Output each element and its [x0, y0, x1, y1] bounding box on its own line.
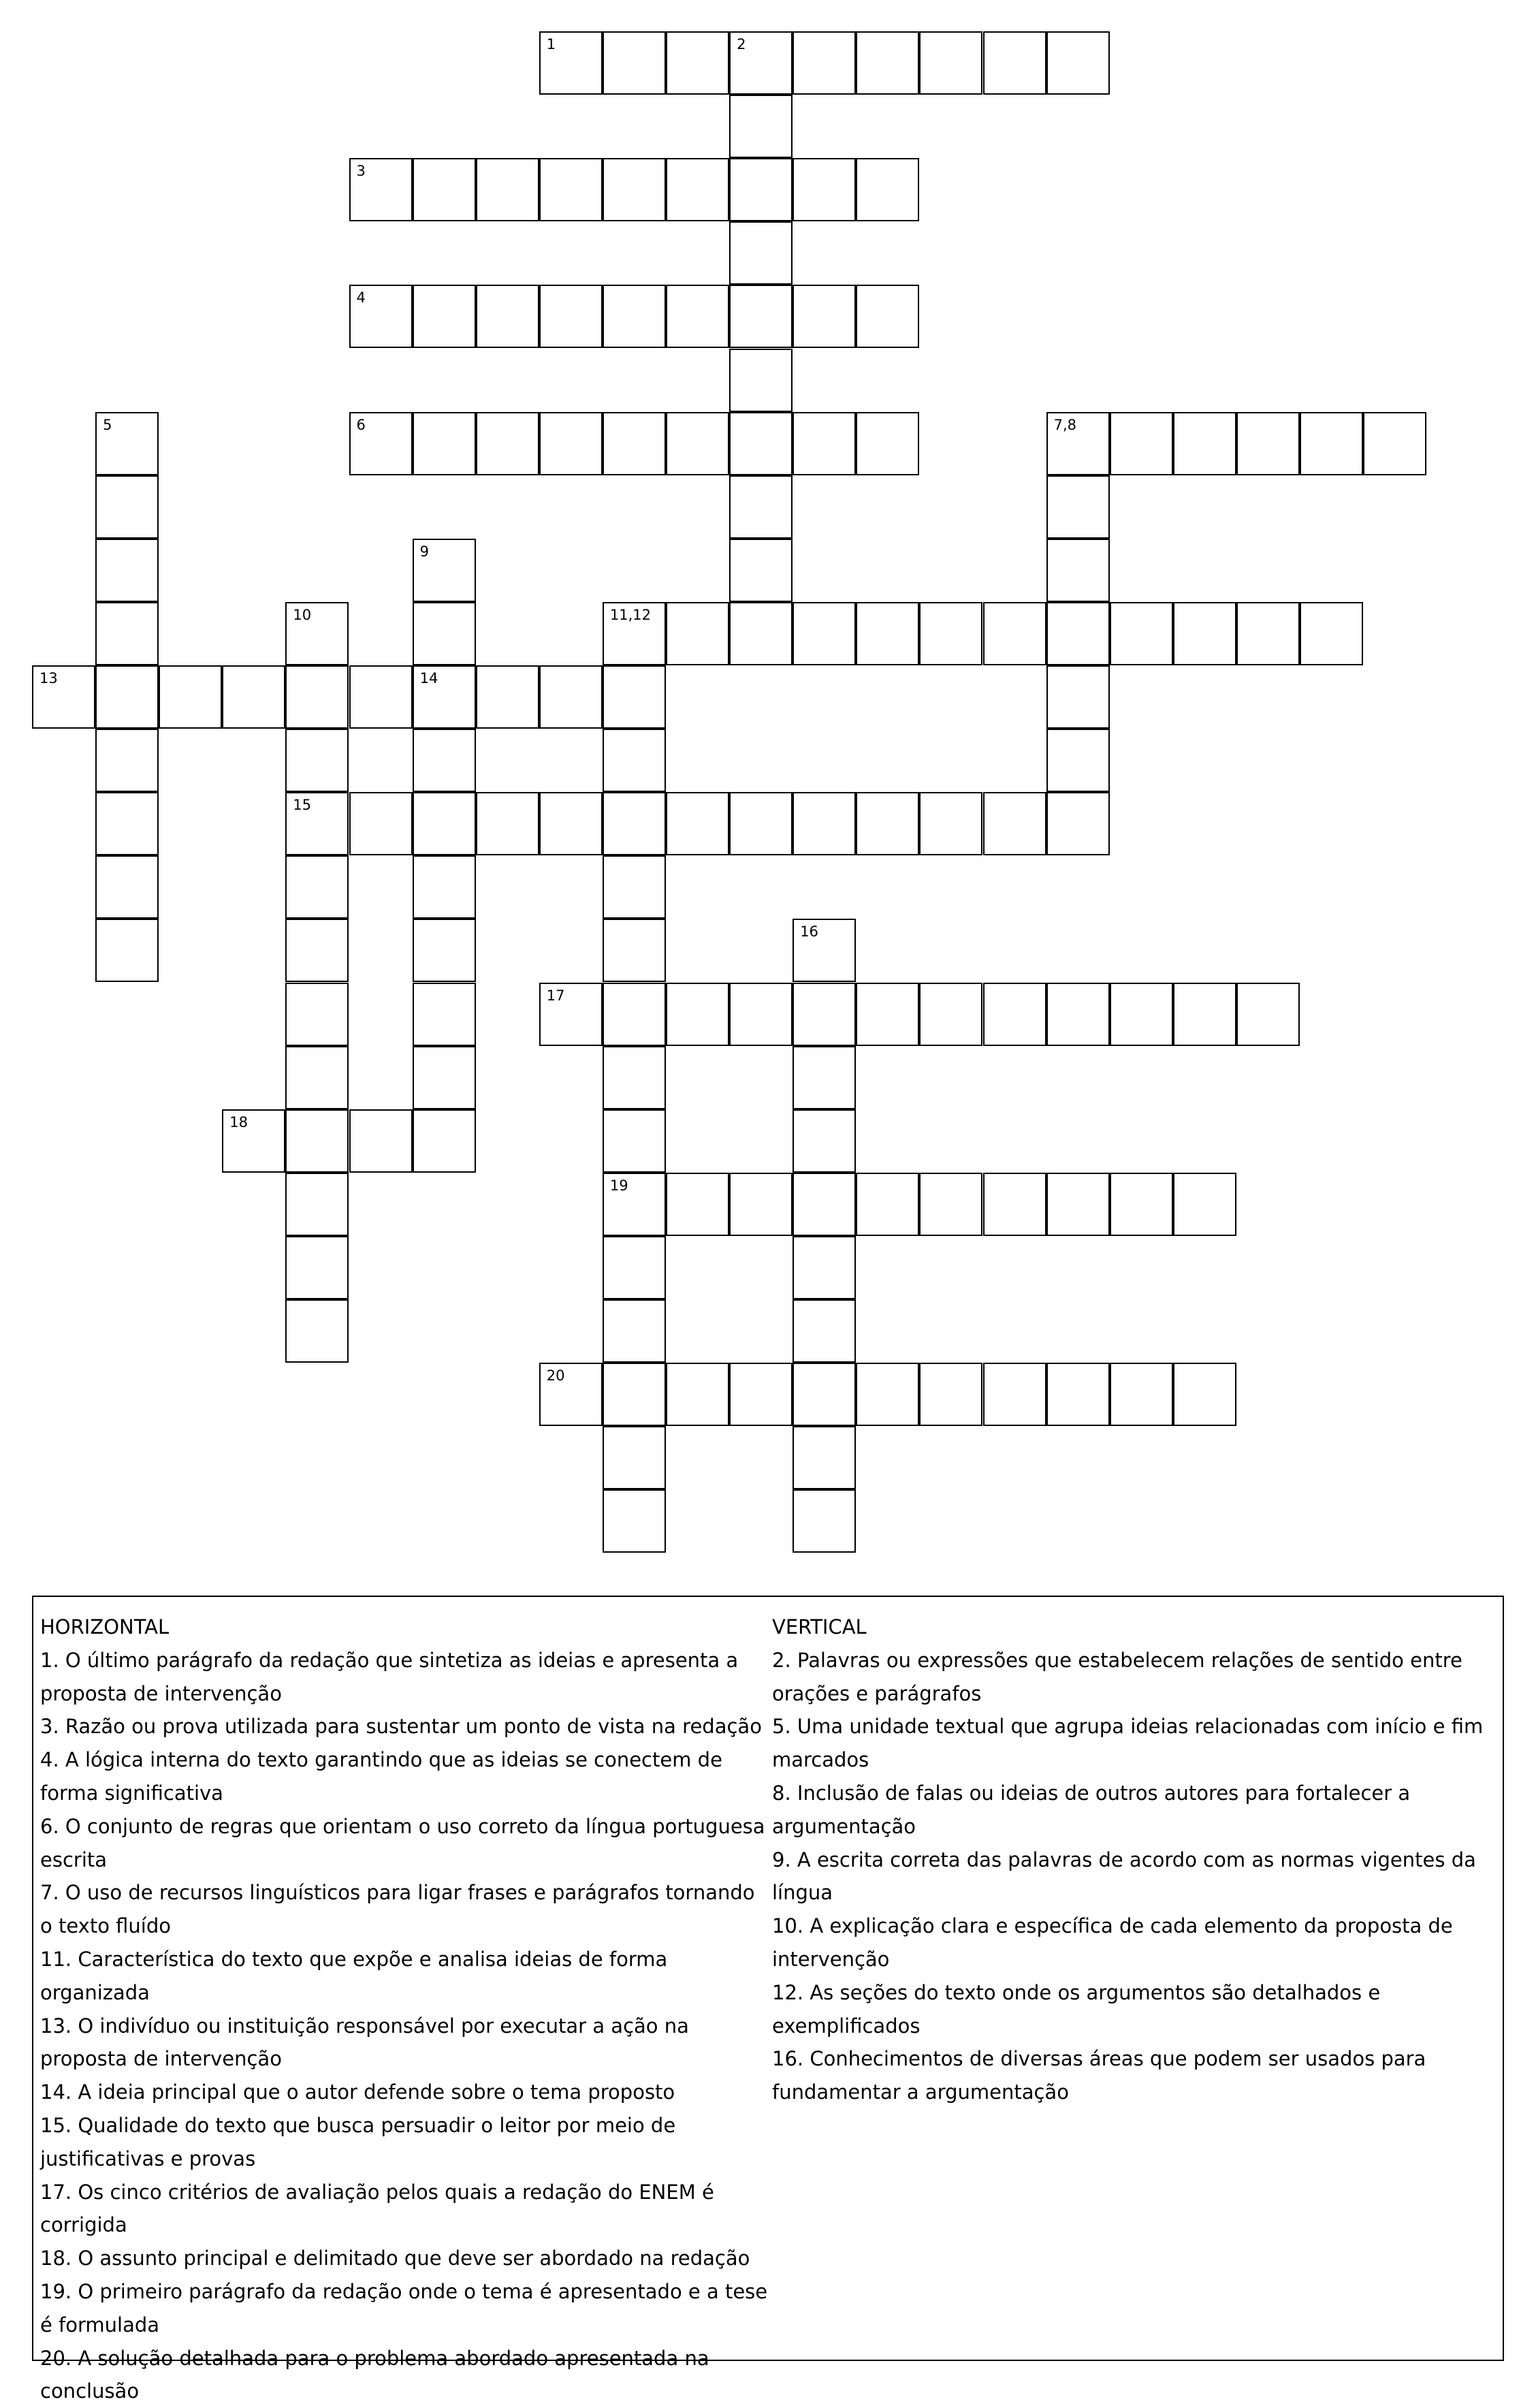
- clue-across-6: 6. O conjunto de regras que orientam o uso correto da língua portuguesa escrita: [40, 1814, 765, 1871]
- grid-cell[interactable]: [919, 1363, 982, 1426]
- grid-cell[interactable]: [603, 1236, 666, 1299]
- grid-cell[interactable]: [729, 412, 793, 475]
- grid-cell[interactable]: [1046, 983, 1110, 1046]
- clue-number: 18: [229, 1113, 249, 1130]
- grid-cell[interactable]: [983, 1173, 1046, 1236]
- grid-cell[interactable]: [856, 158, 919, 221]
- clue-number: 14: [419, 670, 438, 686]
- grid-cell[interactable]: [1046, 1363, 1110, 1426]
- grid-cell[interactable]: [476, 412, 539, 475]
- grid-cell[interactable]: [413, 983, 476, 1046]
- grid-cell[interactable]: [603, 412, 666, 475]
- grid-cell[interactable]: [1300, 602, 1363, 665]
- grid-cell[interactable]: [95, 792, 159, 855]
- grid-cell[interactable]: [919, 1173, 982, 1236]
- grid-cell[interactable]: [856, 412, 919, 475]
- grid-cell[interactable]: [1046, 729, 1110, 792]
- grid-cell[interactable]: [793, 602, 856, 665]
- grid-cell[interactable]: [413, 665, 476, 729]
- grid-cell[interactable]: [603, 855, 666, 919]
- grid-cell[interactable]: [95, 602, 159, 665]
- grid-cell[interactable]: [793, 919, 856, 982]
- clue-across-3: 3. Razão ou prova utilizada para sustentar um ponto de vista na redação: [40, 1715, 762, 1739]
- clue-number: 13: [39, 670, 58, 686]
- grid-cell[interactable]: [603, 1489, 666, 1553]
- grid-cell[interactable]: [666, 1363, 729, 1426]
- grid-cell[interactable]: [1236, 412, 1300, 475]
- grid-cell[interactable]: [222, 665, 285, 729]
- grid-cell[interactable]: [729, 475, 793, 539]
- clue-number: 6: [356, 416, 366, 433]
- grid-cell[interactable]: [983, 31, 1046, 95]
- clue-down-5: 5. Uma unidade textual que agrupa ideias relacionadas com início e fim marcados: [772, 1715, 1484, 1772]
- grid-cell[interactable]: [603, 1299, 666, 1363]
- grid-cell[interactable]: [413, 792, 476, 855]
- grid-cell[interactable]: [413, 285, 476, 348]
- grid-cell[interactable]: [413, 412, 476, 475]
- grid-cell[interactable]: [32, 665, 95, 729]
- grid-cell[interactable]: [1173, 1173, 1236, 1236]
- clue-down-10: 10. A explicação clara e específica de cada elemento da proposta de intervenção: [772, 1914, 1453, 1971]
- grid-cell[interactable]: [349, 665, 413, 729]
- clue-across-4: 4. A lógica interna do texto garantindo que as ideias se conectem de forma significativa: [40, 1748, 722, 1805]
- clues-box: [32, 1596, 1504, 2403]
- clue-across-14: 14. A ideia principal que o autor defende sobre o tema proposto: [40, 2080, 675, 2104]
- grid-cell[interactable]: [539, 158, 603, 221]
- vertical-heading: VERTICAL: [772, 1615, 867, 1638]
- grid-cell[interactable]: [349, 412, 413, 475]
- grid-cell[interactable]: [1110, 1173, 1173, 1236]
- grid-cell[interactable]: [793, 792, 856, 855]
- grid-cell[interactable]: [95, 539, 159, 602]
- grid-cell[interactable]: [856, 1363, 919, 1426]
- grid-cell[interactable]: [919, 602, 982, 665]
- grid-cell[interactable]: [1300, 412, 1363, 475]
- clue-down-9: 9. A escrita correta das palavras de acordo com as normas vigentes da língua: [772, 1848, 1476, 1905]
- grid-cell[interactable]: [983, 983, 1046, 1046]
- clue-across-20: 20. A solução detalhada para o problema abordado apresentada na conclusão: [40, 2346, 709, 2403]
- grid-cell[interactable]: [729, 983, 793, 1046]
- grid-cell[interactable]: [95, 475, 159, 539]
- grid-cell[interactable]: [793, 1173, 856, 1236]
- grid-cell[interactable]: [983, 1363, 1046, 1426]
- grid-cell[interactable]: [856, 285, 919, 348]
- grid-cell[interactable]: [1173, 412, 1236, 475]
- grid-cell[interactable]: [349, 792, 413, 855]
- grid-cell[interactable]: [476, 158, 539, 221]
- grid-cell[interactable]: [413, 1109, 476, 1173]
- grid-cell[interactable]: [95, 855, 159, 919]
- grid-cell[interactable]: [285, 983, 349, 1046]
- grid-cell[interactable]: [95, 919, 159, 982]
- grid-cell[interactable]: [476, 792, 539, 855]
- clue-across-11: 11. Característica do texto que expõe e analisa ideias de forma organizada: [40, 1947, 668, 2004]
- grid-cell[interactable]: [793, 1236, 856, 1299]
- grid-cell[interactable]: [666, 983, 729, 1046]
- grid-cell[interactable]: [539, 285, 603, 348]
- grid-cell[interactable]: [1110, 983, 1173, 1046]
- grid-cell[interactable]: [349, 1109, 413, 1173]
- vertical-clues: [772, 1611, 1497, 2109]
- grid-cell[interactable]: [1046, 31, 1110, 95]
- grid-cell[interactable]: [285, 792, 349, 855]
- grid-cell[interactable]: [1110, 1363, 1173, 1426]
- grid-cell[interactable]: [603, 665, 666, 729]
- clue-across-13: 13. O indivíduo ou instituição responsável por executar a ação na proposta de intervenção: [40, 2014, 689, 2071]
- grid-cell[interactable]: [1236, 602, 1300, 665]
- grid-cell[interactable]: [413, 602, 476, 665]
- grid-cell[interactable]: [413, 1046, 476, 1109]
- grid-cell[interactable]: [856, 602, 919, 665]
- grid-cell[interactable]: [413, 855, 476, 919]
- clue-number: 15: [293, 797, 312, 814]
- clue-number: 4: [356, 289, 366, 306]
- grid-cell[interactable]: [856, 983, 919, 1046]
- grid-cell[interactable]: [919, 792, 982, 855]
- grid-cell[interactable]: [285, 919, 349, 982]
- grid-cell[interactable]: [285, 729, 349, 792]
- grid-cell[interactable]: [729, 349, 793, 412]
- grid-cell[interactable]: [349, 158, 413, 221]
- grid-cell[interactable]: [793, 1046, 856, 1109]
- grid-cell[interactable]: [793, 412, 856, 475]
- grid-cell[interactable]: [666, 1173, 729, 1236]
- grid-cell[interactable]: [729, 792, 793, 855]
- grid-cell[interactable]: [793, 1426, 856, 1489]
- grid-cell[interactable]: [729, 221, 793, 285]
- grid-cell[interactable]: [1173, 602, 1236, 665]
- clue-number: 1: [546, 36, 556, 52]
- grid-cell[interactable]: [1046, 412, 1110, 475]
- grid-cell[interactable]: [729, 539, 793, 602]
- grid-cell[interactable]: [1046, 539, 1110, 602]
- grid-cell[interactable]: [285, 855, 349, 919]
- grid-cell[interactable]: [729, 158, 793, 221]
- grid-cell[interactable]: [413, 919, 476, 982]
- clue-number: 9: [419, 543, 429, 560]
- grid-cell[interactable]: [729, 602, 793, 665]
- grid-cell[interactable]: [1046, 475, 1110, 539]
- clue-down-2: 2. Palavras ou expressões que estabelecem relações de sentido entre orações e parágrafos: [772, 1648, 1462, 1705]
- grid-cell[interactable]: [729, 285, 793, 348]
- grid-cell[interactable]: [919, 983, 982, 1046]
- grid-cell[interactable]: [1046, 1173, 1110, 1236]
- grid-cell[interactable]: [159, 665, 222, 729]
- grid-cell[interactable]: [603, 919, 666, 982]
- grid-cell[interactable]: [729, 31, 793, 95]
- clue-across-1: 1. O último parágrafo da redação que sintetiza as ideias e apresenta a proposta de intervenção: [40, 1648, 739, 1705]
- clue-across-19: 19. O primeiro parágrafo da redação onde o tema é apresentado e a tese é formulada: [40, 2279, 768, 2336]
- grid-cell[interactable]: [919, 31, 982, 95]
- grid-cell[interactable]: [95, 412, 159, 475]
- grid-cell[interactable]: [1110, 602, 1173, 665]
- grid-cell[interactable]: [1173, 983, 1236, 1046]
- grid-cell[interactable]: [1236, 983, 1300, 1046]
- grid-cell[interactable]: [349, 285, 413, 348]
- grid-cell[interactable]: [1046, 665, 1110, 729]
- grid-cell[interactable]: [729, 95, 793, 158]
- grid-cell[interactable]: [666, 602, 729, 665]
- grid-cell[interactable]: [285, 1236, 349, 1299]
- clue-down-16: 16. Conhecimentos de diversas áreas que podem ser usados para fundamentar a argumentação: [772, 2047, 1426, 2104]
- grid-cell[interactable]: [413, 158, 476, 221]
- grid-cell[interactable]: [222, 1109, 285, 1173]
- clue-across-7: 7. O uso de recursos linguísticos para ligar frases e parágrafos tornando o texto fluído: [40, 1881, 755, 1938]
- grid-cell[interactable]: [666, 31, 729, 95]
- grid-cell[interactable]: [1363, 412, 1426, 475]
- grid-cell[interactable]: [666, 158, 729, 221]
- grid-cell[interactable]: [1173, 1363, 1236, 1426]
- grid-cell[interactable]: [856, 792, 919, 855]
- clue-number: 20: [546, 1367, 565, 1384]
- grid-cell[interactable]: [666, 285, 729, 348]
- grid-cell[interactable]: [539, 665, 603, 729]
- grid-cell[interactable]: [666, 412, 729, 475]
- clue-number: 5: [103, 416, 112, 433]
- clue-across-17: 17. Os cinco critérios de avaliação pelos quais a redação do ENEM é corrigida: [40, 2180, 714, 2237]
- clue-number: 19: [609, 1177, 628, 1194]
- grid-cell[interactable]: [285, 1046, 349, 1109]
- clue-number: 11,12: [609, 606, 652, 623]
- grid-cell[interactable]: [729, 1173, 793, 1236]
- grid-cell[interactable]: [603, 158, 666, 221]
- grid-cell[interactable]: [603, 1426, 666, 1489]
- grid-cell[interactable]: [603, 983, 666, 1046]
- grid-cell[interactable]: [285, 1109, 349, 1173]
- horizontal-clues: [40, 1611, 772, 2408]
- grid-cell[interactable]: [476, 285, 539, 348]
- grid-cell[interactable]: [793, 285, 856, 348]
- grid-cell[interactable]: [539, 1363, 603, 1426]
- grid-cell[interactable]: [1046, 602, 1110, 665]
- grid-cell[interactable]: [539, 31, 603, 95]
- clue-down-8: 8. Inclusão de falas ou ideias de outros autores para fortalecer a argumentação: [772, 1781, 1411, 1838]
- grid-cell[interactable]: [603, 1173, 666, 1236]
- grid-cell[interactable]: [856, 1173, 919, 1236]
- clue-number: 10: [293, 606, 312, 623]
- grid-cell[interactable]: [603, 1363, 666, 1426]
- grid-cell[interactable]: [285, 665, 349, 729]
- grid-cell[interactable]: [603, 602, 666, 665]
- clue-number: 7,8: [1053, 416, 1076, 433]
- clue-number: 17: [546, 987, 565, 1004]
- grid-cell[interactable]: [603, 285, 666, 348]
- clue-number: 3: [356, 163, 366, 180]
- grid-cell[interactable]: [603, 729, 666, 792]
- grid-cell[interactable]: [983, 602, 1046, 665]
- grid-cell[interactable]: [603, 792, 666, 855]
- grid-cell[interactable]: [793, 158, 856, 221]
- grid-cell[interactable]: [413, 539, 476, 602]
- clue-across-15: 15. Qualidade do texto que busca persuadir o leitor por meio de justificativas e provas: [40, 2113, 676, 2170]
- grid-cell[interactable]: [95, 665, 159, 729]
- grid-cell[interactable]: [285, 1299, 349, 1363]
- grid-cell[interactable]: [856, 31, 919, 95]
- grid-cell[interactable]: [476, 665, 539, 729]
- grid-cell[interactable]: [793, 983, 856, 1046]
- grid-cell[interactable]: [729, 1363, 793, 1426]
- clue-number: 2: [737, 36, 746, 52]
- grid-cell[interactable]: [793, 1299, 856, 1363]
- clue-down-12: 12. As seções do texto onde os argumentos são detalhados e exemplificados: [772, 1980, 1381, 2038]
- grid-cell[interactable]: [666, 792, 729, 855]
- horizontal-heading: HORIZONTAL: [40, 1615, 170, 1638]
- grid-cell[interactable]: [603, 1046, 666, 1109]
- clue-number: 16: [800, 923, 818, 940]
- grid-cell[interactable]: [95, 729, 159, 792]
- grid-cell[interactable]: [603, 31, 666, 95]
- grid-cell[interactable]: [285, 602, 349, 665]
- grid-cell[interactable]: [539, 983, 603, 1046]
- grid-cell[interactable]: [793, 1109, 856, 1173]
- grid-cell[interactable]: [793, 1363, 856, 1426]
- grid-cell[interactable]: [793, 31, 856, 95]
- grid-cell[interactable]: [539, 792, 603, 855]
- grid-cell[interactable]: [793, 1489, 856, 1553]
- grid-cell[interactable]: [983, 792, 1046, 855]
- grid-cell[interactable]: [285, 1173, 349, 1236]
- clue-across-18: 18. O assunto principal e delimitado que deve ser abordado na redação: [40, 2247, 750, 2270]
- grid-cell[interactable]: [413, 729, 476, 792]
- grid-cell[interactable]: [1110, 412, 1173, 475]
- grid-cell[interactable]: [539, 412, 603, 475]
- grid-cell[interactable]: [603, 1109, 666, 1173]
- grid-cell[interactable]: [1046, 792, 1110, 855]
